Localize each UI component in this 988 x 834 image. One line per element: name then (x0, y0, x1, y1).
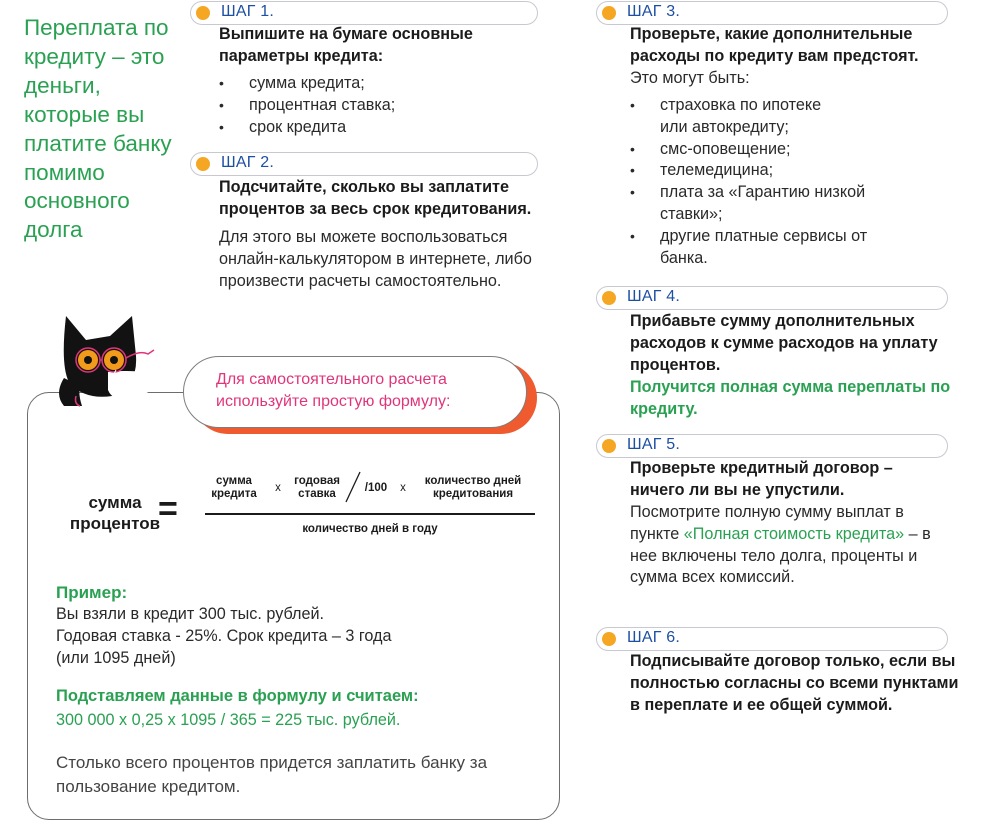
formula-lhs: сумма процентов (69, 493, 161, 533)
step5-text-before: Посмотрите полную сумму выплат в пункте (630, 503, 904, 543)
list-item: • смс-оповещение; (630, 139, 930, 161)
step3-list (630, 95, 930, 269)
step4-heading: Прибавьте сумму дополнительных расходов к сумме расходов на уплату процентов. (630, 312, 938, 374)
example-conclusion: Столько всего процентов придется заплатить банку за пользование кредитом. (56, 753, 488, 796)
list-item: • другие платные сервисы от банка. (630, 226, 900, 270)
full-cost-link: «Полная стоимость кредита» (683, 524, 905, 543)
list-item: • плата за «Гарантию низкой ставки»; (630, 182, 910, 226)
example-title: Пример: (56, 583, 128, 602)
list-item: • сумма кредита; (219, 73, 539, 95)
step6-label: ШАГ 6. (627, 629, 680, 646)
step5-pill (596, 434, 948, 458)
example-line: (или 1095 дней) (56, 649, 176, 667)
formula-times: x (400, 482, 406, 494)
step-dot-icon (602, 632, 616, 646)
step2-label: ШАГ 2. (221, 154, 274, 171)
step4-highlight: Получится полная сумма переплаты по кредиту. (630, 378, 951, 418)
step5-heading: Проверьте кредитный договор – ничего ли вы не упустили. (630, 459, 893, 499)
step3-label: ШАГ 3. (627, 3, 680, 20)
formula-term1: сумма кредита (211, 475, 257, 500)
cat-illustration (52, 310, 167, 410)
formula-term2: годовая ставка (294, 475, 340, 500)
formula-callout (183, 356, 527, 428)
step-dot-icon (602, 439, 616, 453)
formula-term3: количество дней кредитования (424, 475, 522, 500)
callout-text: Для самостоятельного расчета используйте простую формулу: (216, 371, 451, 410)
step5-text (630, 502, 950, 589)
step1-label: ШАГ 1. (221, 3, 274, 20)
example-line: Вы взяли в кредит 300 тыс. рублей. (56, 605, 325, 623)
step1-pill (190, 1, 538, 25)
formula-denominator: количество дней в году (302, 523, 438, 535)
list-item: • процентная ставка; (219, 95, 539, 117)
step3-heading: Проверьте, какие дополнительные расходы по кредиту вам предстоят. (630, 25, 919, 65)
step4-pill (596, 286, 948, 310)
example-calc: 300 000 х 0,25 х 1095 / 365 = 225 тыс. рублей. (56, 711, 401, 729)
example-line: Годовая ставка - 25%. Срок кредита – 3 года (56, 627, 392, 645)
step4-label: ШАГ 4. (627, 288, 680, 305)
step3-text: Это могут быть: (630, 69, 750, 87)
step1-heading: Выпишите на бумаге основные параметры кредита: (219, 25, 473, 65)
step5-text-after: – в нее включены тело долга, проценты и сумма всех комиссий. (630, 524, 931, 587)
step6-pill (596, 627, 948, 651)
intro-heading: Переплата по кредиту – это деньги, которые вы платите банку помимо основного долга (24, 15, 172, 243)
example-subtitle: Подставляем данные в формулу и считаем: (56, 687, 419, 705)
step6-heading: Подписывайте договор только, если вы полностью согласны со всеми пунктами в переплате и ее общей суммой. (630, 652, 959, 714)
list-item: • телемедицина; (630, 160, 930, 182)
step2-pill (190, 152, 538, 176)
step1-list (219, 73, 539, 138)
step5-label: ШАГ 5. (627, 436, 680, 453)
formula-div100: /100 (364, 482, 388, 494)
step2-text: Для этого вы можете воспользоваться онлайн-калькулятором в интернете, либо произвести расчеты самостоятельно. (219, 228, 532, 290)
formula-equals: = (158, 490, 178, 528)
step-dot-icon (602, 6, 616, 20)
list-item: • страховка по ипотеке или автокредиту; (630, 95, 850, 139)
step2-heading: Подсчитайте, сколько вы заплатите процентов за весь срок кредитования. (219, 178, 532, 218)
step-dot-icon (196, 6, 210, 20)
fraction-line (205, 513, 535, 515)
formula-times: x (275, 482, 281, 494)
list-item: • срок кредита (219, 117, 539, 139)
step-dot-icon (196, 157, 210, 171)
step-dot-icon (602, 291, 616, 305)
step3-pill (596, 1, 948, 25)
